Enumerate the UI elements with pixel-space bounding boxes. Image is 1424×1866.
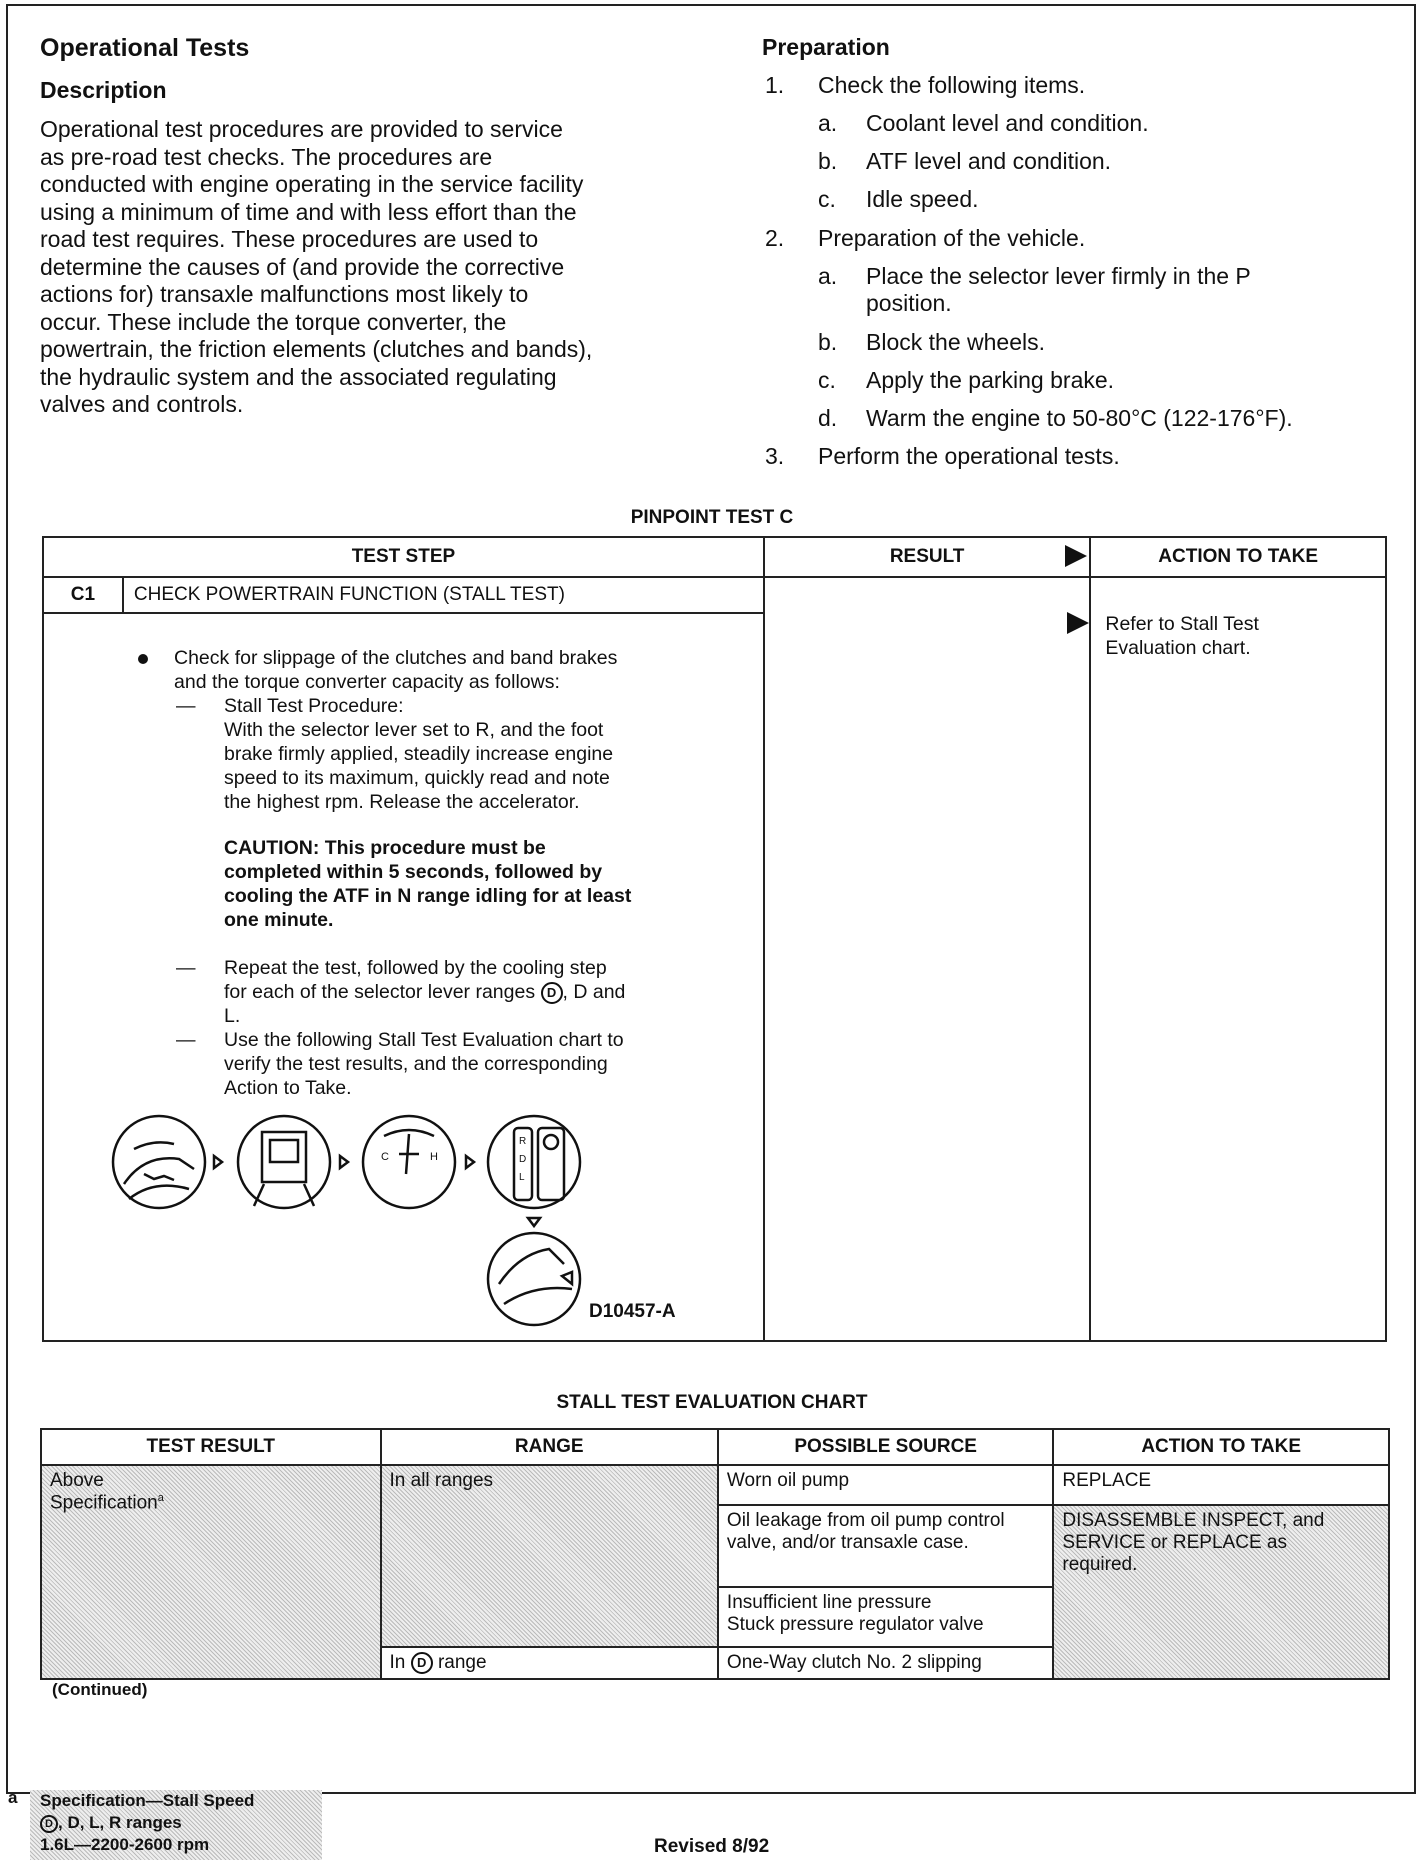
prep-step-1c-text: Idle speed. [866,186,979,212]
prep-step-3-num: 3. [765,443,785,469]
prep-step-2b-text: Block the wheels. [866,329,1045,355]
ev-col-range: RANGE [381,1429,718,1465]
pinpoint-table [42,536,1387,1342]
prep-step-2a-num: a. [818,263,838,289]
prep-step-2b-num: b. [818,329,838,355]
svg-text:C: C [381,1151,389,1163]
dash-2: — [176,957,196,979]
step-body [43,613,764,1341]
ev-col-action: ACTION TO TAKE [1053,1429,1389,1465]
col-result: RESULT [764,537,1090,577]
stall-test-figure [94,1114,654,1334]
ev-col-source: POSSIBLE SOURCE [718,1429,1053,1465]
prep-step-3-text: Perform the operational tests. [818,443,1120,469]
overdrive-d-icon: D [541,982,563,1004]
preparation-heading: Preparation [762,34,890,60]
arrow-right-icon-1 [214,1156,222,1168]
shift-range-icon [488,1116,580,1208]
footnote-box: Specification—Stall Speed D , D, L, R ranges 1.6L—2200-2600 rpm [30,1790,322,1860]
arrow-right-icon-3 [466,1156,474,1168]
footnote-mark: a [8,1788,18,1807]
bullet-icon [138,654,148,664]
prep-step-2-text: Preparation of the vehicle. [818,225,1086,251]
ev-source-4: One-Way clutch No. 2 slipping [718,1647,1053,1679]
repeat-text: Repeat the test, followed by the cooling step for each of the selector lever ranges D , D and L. [224,957,626,1027]
description-text: Operational test procedures are provided to service as pre-road test checks. The procedures are conducted with engine operating in the service facility using a minimum of time and with less effort than the road test requires. These procedures are used to determine the causes of (and provide the corrective actions for) transaxle malfunctions most likely to occur. These include the torque converter, the powertrain, the friction elements (clutches and bands), the hydraulic system and the associated regulating valves and controls. [40,116,593,417]
overdrive-d-icon: D [40,1815,58,1833]
ev-source-1: Worn oil pump [718,1465,1053,1505]
result-cell [764,577,1090,1341]
accelerator-pedal-icon [488,1233,580,1325]
section-title: Operational Tests [40,34,250,62]
prep-step-1b-num: b. [818,148,838,174]
dash-1: — [176,695,196,717]
prep-step-2a-text: Place the selector lever firmly in the P position. [866,263,1251,316]
ev-col-test-result: TEST RESULT [41,1429,381,1465]
caution-text: CAUTION: This procedure must be completed within 5 seconds, followed by cooling the ATF in N range idling for at least one minute. [224,837,632,931]
tachometer-icon [238,1116,330,1208]
prep-step-1: 1. [765,72,785,98]
use-chart-text: Use the following Stall Test Evaluation chart to verify the test results, and the corresponding Action to Take. [224,1029,624,1099]
col-test-step: TEST STEP [43,537,764,577]
ev-range-d-cell: In D range [381,1647,718,1679]
action-text-line2: Evaluation chart. [1105,637,1251,659]
svg-text:D: D [519,1154,527,1165]
evaluation-table [40,1428,1390,1680]
arrow-right-icon-2 [340,1156,348,1168]
dash-3: — [176,1029,196,1051]
stall-procedure: Stall Test Procedure: With the selector lever set to R, and the foot brake firmly applied, steadily increase engine speed to its maximum, quickly read and note the highest rpm. Release the accelerator. [224,695,614,813]
prep-step-2d-text: Warm the engine to 50-80°C (122-176°F). [866,405,1293,431]
step-title: CHECK POWERTRAIN FUNCTION (STALL TEST) [123,577,764,613]
prep-step-2c-text: Apply the parking brake. [866,367,1115,393]
action-arrow-icon [1067,612,1089,634]
ev-range-all-cell: In all ranges [381,1465,718,1647]
evaluation-title: STALL TEST EVALUATION CHART [556,1392,868,1413]
ev-action-2: DISASSEMBLE INSPECT, and SERVICE or REPLACE as required. [1053,1505,1389,1679]
action-cell [1090,577,1386,1341]
prep-step-1c-num: c. [818,186,836,212]
arrow-down-icon [528,1218,540,1226]
step-id: C1 [43,577,123,613]
bullet-text: Check for slippage of the clutches and band brakes and the torque converter capacity as follows: [174,647,618,693]
prep-step-2c-num: c. [818,367,836,393]
col-action: ACTION TO TAKE [1090,537,1386,577]
svg-text:L: L [519,1172,525,1183]
foot-brake-icon [113,1116,205,1208]
prep-step-1-text: Check the following items. [818,72,1086,98]
svg-text:H: H [430,1151,438,1163]
ev-test-result-cell: Above Specification$^a$ [41,1465,381,1679]
overdrive-d-icon: D [411,1652,433,1674]
continued-label: (Continued) [52,1680,148,1699]
result-arrow-icon [1065,545,1087,567]
ev-action-1: REPLACE [1053,1465,1389,1505]
ev-source-3: Insufficient line pressure Stuck pressure regulator valve [718,1587,1053,1647]
prep-step-1a-text: Coolant level and condition. [866,110,1149,136]
pinpoint-title: PINPOINT TEST C [630,507,794,528]
figure-id: D10457-A [589,1301,676,1322]
svg-text:R: R [519,1136,527,1147]
prep-step-2-num: 2. [765,225,785,251]
action-text-line1: Refer to Stall Test [1105,613,1259,635]
prep-step-1b-text: ATF level and condition. [866,148,1112,174]
ev-source-2: Oil leakage from oil pump control valve, and/or transaxle case. [718,1505,1053,1587]
prep-step-1a-num: a. [818,110,838,136]
temperature-gauge-icon [363,1116,455,1208]
revision-date: Revised 8/92 [654,1836,770,1857]
prep-step-2d-num: d. [818,405,838,431]
description-heading: Description [40,77,167,103]
